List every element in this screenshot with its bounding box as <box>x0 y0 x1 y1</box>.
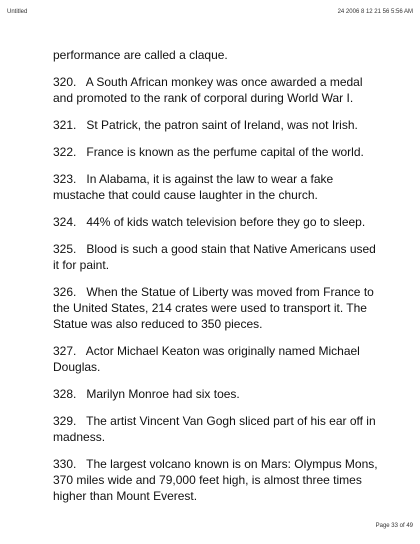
fact-323: 323. In Alabama, it is against the law to wear a fake mustache that could cause laughter in the church. <box>53 172 337 202</box>
fact-329: 329. The artist Vincent Van Gogh sliced part of his ear off in madness. <box>53 414 379 444</box>
paragraph-continuation: performance are called a claque. <box>53 48 228 62</box>
fact-326: 326. When the Statue of Liberty was moved from France to the United States, 214 crates were used to transport it. The Statue was also reduced to 350 pieces. <box>53 285 378 331</box>
fact-328: 328. Marilyn Monroe had six toes. <box>53 387 240 401</box>
fact-324: 324. 44% of kids watch television before they go to sleep. <box>53 215 366 229</box>
fact-327: 327. Actor Michael Keaton was originally named Michael Douglas. <box>53 344 364 374</box>
page-number: Page 33 of 49 <box>375 523 413 529</box>
fact-330: 330. The largest volcano known is on Mars: Olympus Mons, 370 miles wide and 79,000 feet high, is almost three times higher than Mount Everest. <box>53 457 381 503</box>
document-body <box>53 47 383 515</box>
document-title: Untitled <box>7 9 28 15</box>
fact-322: 322. France is known as the perfume capital of the world. <box>53 145 364 159</box>
print-timestamp: 24 2006 8 12 21 56 5:56 AM <box>337 9 413 15</box>
fact-320: 320. A South African monkey was once awarded a medal and promoted to the rank of corporal during World War I. <box>53 75 366 105</box>
fact-321: 321. St Patrick, the patron saint of Ireland, was not Irish. <box>53 118 358 132</box>
fact-325: 325. Blood is such a good stain that Native Americans used it for paint. <box>53 242 380 272</box>
